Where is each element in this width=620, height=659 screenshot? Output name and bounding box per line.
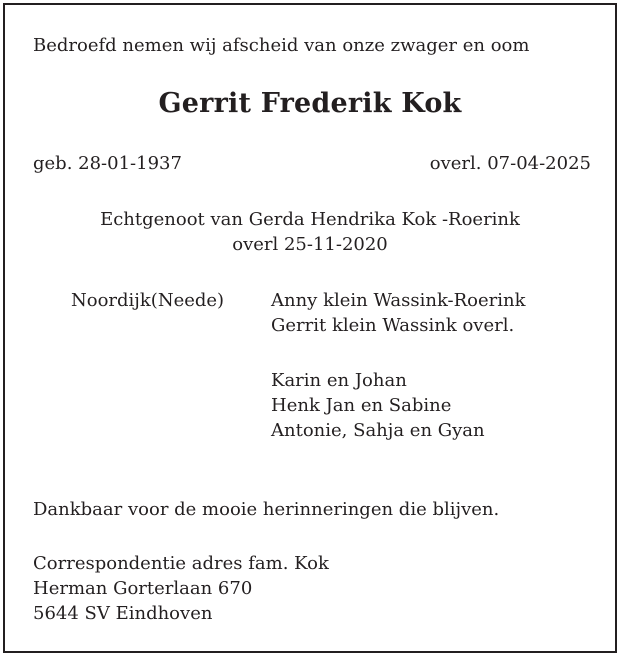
obituary-notice: [3, 3, 617, 653]
spouse-line: Echtgenoot van Gerda Hendrika Kok -Roerink: [100, 209, 520, 230]
place-name: Noordijk(Neede): [71, 290, 225, 311]
family-member: Karin en Johan: [271, 370, 407, 391]
family-member: Anny klein Wassink-Roerink: [271, 290, 526, 311]
family-member: Antonie, Sahja en Gyan: [271, 420, 485, 441]
address-line: Herman Gorterlaan 670: [33, 578, 253, 599]
gratitude-text: Dankbaar voor de mooie herinneringen die blijven.: [33, 499, 500, 520]
intro-text: Bedroefd nemen wij afscheid van onze zwager en oom: [33, 35, 530, 56]
address-line: 5644 SV Eindhoven: [33, 603, 213, 624]
death-date: overl. 07-04-2025: [429, 153, 591, 174]
family-group-2: [271, 368, 485, 443]
correspondence-address: [33, 551, 329, 626]
deceased-name: Gerrit Frederik Kok: [158, 88, 462, 119]
birth-date: geb. 28-01-1937: [33, 153, 182, 174]
family-member: Gerrit klein Wassink overl.: [271, 315, 515, 336]
spouse-death-date: overl 25-11-2020: [232, 234, 388, 255]
family-member: Henk Jan en Sabine: [271, 395, 452, 416]
family-group-1: [271, 288, 526, 338]
address-line: Correspondentie adres fam. Kok: [33, 553, 329, 574]
